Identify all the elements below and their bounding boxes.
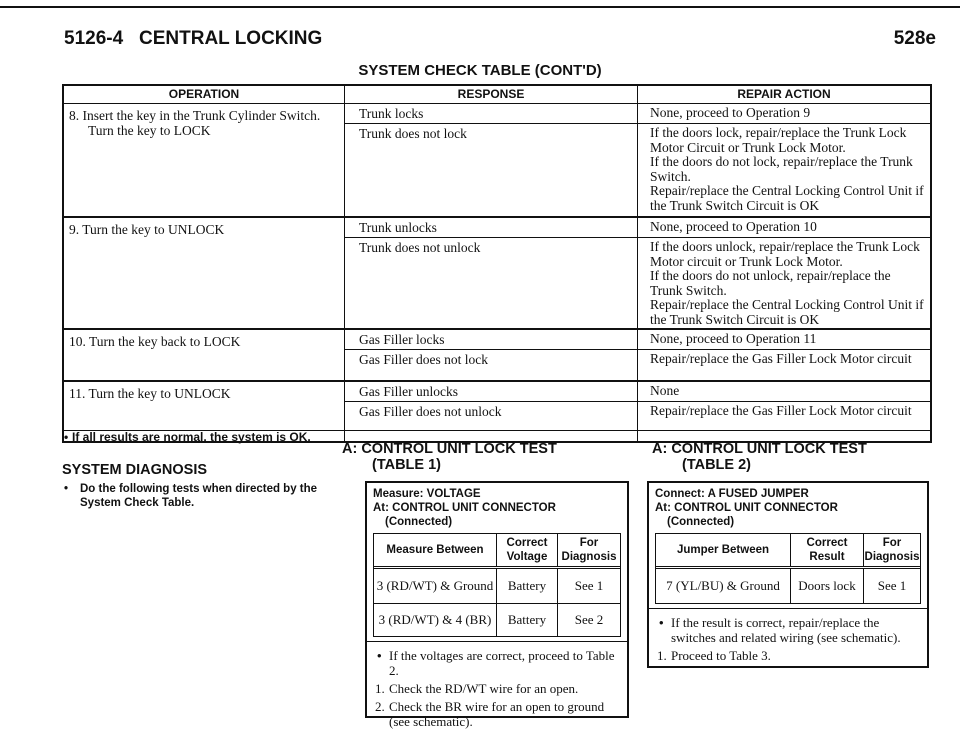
response-subrow (345, 330, 930, 349)
repair-action-cell (638, 402, 930, 430)
response-cell: Gas Filler locks (345, 330, 638, 349)
repair-action-text: If the doors do not lock, repair/replace the Trunk Switch. (650, 154, 913, 184)
repair-action-text: Repair/replace the Central Locking Control Unit if the Trunk Switch Circuit is OK (650, 183, 924, 213)
table2-title-line1: A: CONTROL UNIT LOCK TEST (652, 441, 867, 457)
table2-connected: (Connected) (667, 516, 735, 528)
repair-action-text: Repair/replace the Central Locking Control Unit if the Trunk Switch Circuit is OK (650, 297, 924, 327)
table1-row (374, 603, 620, 636)
table-row (64, 103, 930, 216)
all-normal-note: • If all results are normal, the system is OK. (62, 430, 332, 444)
response-subrow (345, 349, 930, 380)
repair-action-text: None, proceed to Operation 11 (650, 331, 817, 346)
table1-cell-voltage: Battery (496, 569, 557, 603)
repair-action-cell (638, 238, 930, 328)
page-number: 528e (893, 28, 936, 49)
repair-action-cell (638, 382, 930, 401)
table-row (64, 216, 930, 328)
table1-row (374, 566, 620, 603)
response-cell: Trunk unlocks (345, 218, 638, 237)
table2-step: 1. Proceed to Table 3. (657, 648, 771, 663)
repair-action-cell (638, 218, 930, 237)
response-cell: Gas Filler does not lock (345, 350, 638, 380)
table1-grid-header (374, 534, 620, 566)
table2-connect: Connect: A FUSED JUMPER (655, 488, 809, 500)
response-group (345, 104, 930, 216)
repair-action-text: None (650, 383, 680, 398)
table2-row (656, 566, 920, 603)
table1-step: 1. Check the RD/WT wire for an open. (375, 681, 579, 696)
table1-step: 2. Check the BR wire for an open to ground (see schematic). (375, 699, 605, 729)
col-response-header: RESPONSE (345, 86, 638, 103)
repair-action-cell (638, 330, 930, 349)
repair-action-text: None, proceed to Operation 10 (650, 219, 817, 234)
table1-at: At: CONTROL UNIT CONNECTOR (373, 502, 556, 514)
response-subrow (345, 218, 930, 237)
repair-action-text: If the doors lock, repair/replace the Trunk Lock Motor Circuit or Trunk Lock Motor. (650, 125, 907, 155)
response-group (345, 382, 930, 430)
system-diagnosis-title: SYSTEM DIAGNOSIS (62, 462, 208, 478)
table1-connected: (Connected) (385, 516, 453, 528)
repair-action-text: Repair/replace the Gas Filler Lock Motor circuit (650, 403, 912, 418)
system-check-table (62, 84, 932, 443)
response-subrow (345, 382, 930, 401)
table1-title-line2: (TABLE 1) (372, 457, 442, 473)
table2-title-line2: (TABLE 2) (682, 457, 752, 473)
table1-col-correct-voltage: Correct Voltage (496, 534, 557, 566)
table1-title-line1: A: CONTROL UNIT LOCK TEST (342, 441, 557, 457)
repair-action-cell (638, 350, 930, 380)
operation-cell: 9. Turn the key to UNLOCK (64, 218, 345, 328)
operation-cell: 8. Insert the key in the Trunk Cylinder Switch. Turn the key to LOCK (64, 104, 345, 216)
section-header: 5126-4 CENTRAL LOCKING (64, 28, 323, 49)
table2-col-correct-result: Correct Result (790, 534, 863, 566)
table1-grid (373, 533, 621, 637)
table-row (64, 328, 930, 380)
col-repair-header: REPAIR ACTION (737, 87, 831, 101)
table2-grid (655, 533, 921, 604)
repair-action-text: If the doors do not unlock, repair/replace the Trunk Switch. (650, 268, 891, 298)
table1-header (367, 483, 627, 529)
response-subrow (345, 104, 930, 123)
table2-cell-result: Doors lock (790, 569, 863, 603)
table-header-row (64, 86, 930, 103)
table1-cell-between: 3 (RD/WT) & Ground (376, 578, 494, 593)
table2-header (649, 483, 927, 529)
response-cell: Gas Filler does not unlock (345, 402, 638, 430)
table1-bullet-note: • If the voltages are correct, proceed to Table 2. (375, 648, 619, 678)
response-group (345, 218, 930, 328)
table1-cell-between: 3 (RD/WT) & 4 (BR) (378, 612, 492, 627)
repair-action-text: If the doors unlock, repair/replace the Trunk Lock Motor circuit or Trunk Lock Motor. (650, 239, 920, 269)
operation-cell: 11. Turn the key to UNLOCK (64, 382, 345, 430)
table2-box (647, 481, 929, 668)
notes-column (62, 430, 332, 510)
top-rule (0, 6, 960, 8)
response-cell: Trunk locks (345, 104, 638, 123)
table2-grid-header (656, 534, 920, 566)
table1-notes (367, 642, 627, 733)
repair-action-cell (638, 104, 930, 123)
table2-cell-between: 7 (YL/BU) & Ground (666, 578, 780, 593)
table2-notes (649, 609, 927, 667)
table1-box (365, 481, 629, 729)
table1-col-for-diagnosis: For Diagnosis (557, 534, 620, 566)
table1-col-measure-between: Measure Between (386, 544, 484, 556)
operation-cell: 10. Turn the key back to LOCK (64, 330, 345, 380)
table2-col-jumper-between: Jumper Between (676, 544, 770, 556)
response-cell: Trunk does not lock (345, 124, 638, 216)
repair-action-text: None, proceed to Operation 9 (650, 105, 811, 120)
table-row (64, 380, 930, 430)
table2-title (652, 441, 867, 473)
col-operation-header: OPERATION (64, 86, 345, 103)
repair-action-cell (638, 124, 930, 216)
response-subrow (345, 401, 930, 430)
repair-action-text: Repair/replace the Gas Filler Lock Motor circuit (650, 351, 912, 366)
table2-at: At: CONTROL UNIT CONNECTOR (655, 502, 838, 514)
table1-cell-voltage: Battery (496, 604, 557, 636)
table2-cell-diagnosis: See 1 (863, 569, 920, 603)
table-title: SYSTEM CHECK TABLE (CONT'D) (358, 62, 602, 79)
response-cell: Trunk does not unlock (345, 238, 638, 328)
table1-cell-diagnosis: See 1 (557, 569, 620, 603)
table-body (64, 103, 930, 430)
table1-title (342, 441, 557, 473)
response-subrow (345, 123, 930, 216)
diagnosis-instruction: • Do the following tests when directed by the System Check Table. (62, 482, 332, 510)
response-cell: Gas Filler unlocks (345, 382, 638, 401)
table1-measure: Measure: VOLTAGE (373, 488, 481, 500)
response-group (345, 330, 930, 380)
response-subrow (345, 237, 930, 328)
table2-bullet-note: • If the result is correct, repair/replace the switches and related wiring (see schematic). (657, 615, 919, 645)
table1-cell-diagnosis: See 2 (557, 604, 620, 636)
table2-col-for-diagnosis: For Diagnosis (863, 534, 920, 566)
